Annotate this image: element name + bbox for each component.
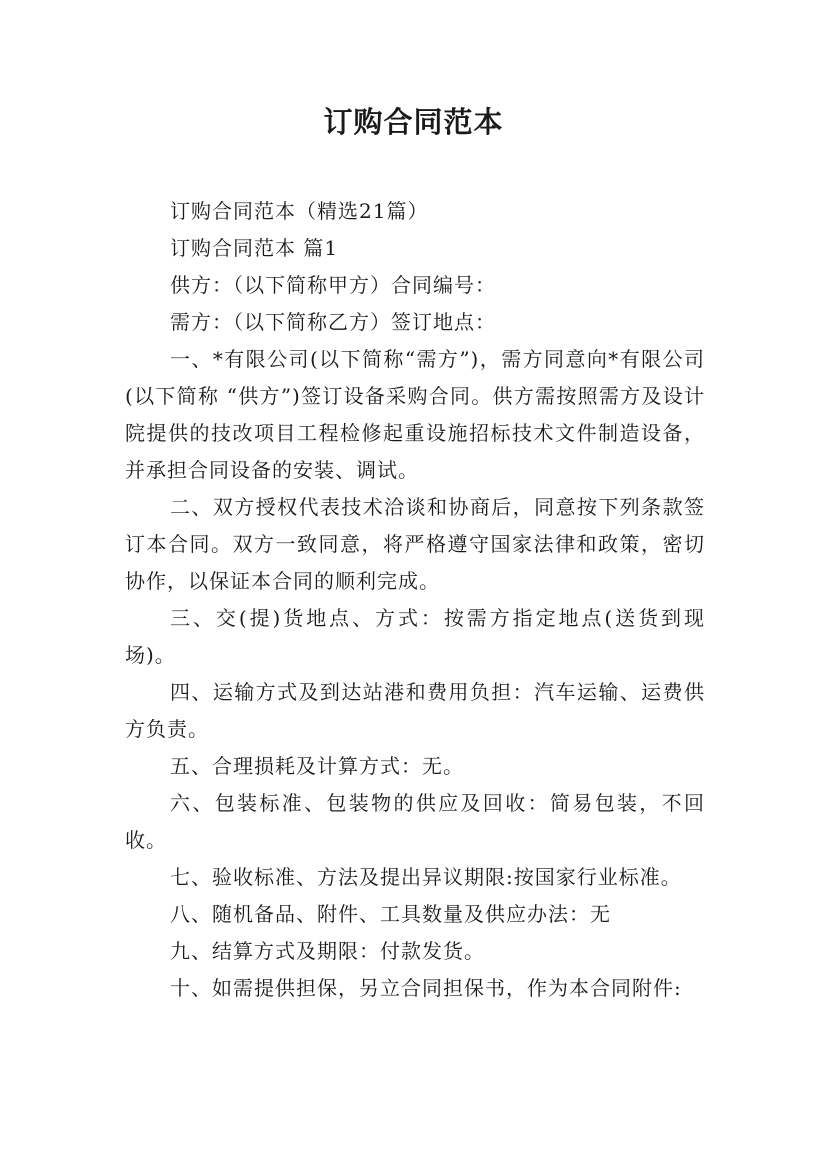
document-body xyxy=(125,193,705,1007)
paragraph-buyer: 需方：（以下简称乙方）签订地点： xyxy=(170,310,496,334)
paragraph-clause-2: 二、双方授权代表技术洽谈和协商后，同意按下列条款签订本合同。双方一致同意，将严格遵守国家法律和政策，密切协作，以保证本合同的顺利完成。 xyxy=(125,495,705,593)
paragraph-clause-10: 十、如需提供担保，另立合同担保书，作为本合同附件: xyxy=(170,976,682,1000)
paragraph-clause-3: 三、交(提)货地点、方式：按需方指定地点(送货到现场)。 xyxy=(125,606,705,667)
paragraph-heading: 订购合同范本（精选21篇） xyxy=(170,199,429,223)
paragraph-clause-5: 五、合理损耗及计算方式：无。 xyxy=(170,754,464,778)
paragraph-clause-8: 八、随机备品、附件、工具数量及供应办法：无 xyxy=(170,902,611,926)
paragraph-clause-7: 七、验收标准、方法及提出异议期限:按国家行业标准。 xyxy=(170,865,682,889)
paragraph-clause-4: 四、运输方式及到达站港和费用负担：汽车运输、运费供方负责。 xyxy=(125,680,705,741)
paragraph-clause-9: 九、结算方式及期限：付款发货。 xyxy=(170,939,485,963)
paragraph-section-title: 订购合同范本 篇1 xyxy=(170,236,339,260)
paragraph-clause-6: 六、包装标准、包装物的供应及回收：简易包装，不回收。 xyxy=(125,791,705,852)
paragraph-clause-1: 一、*有限公司(以下简称“需方”)，需方同意向*有限公司(以下简称 “供方”)签订设备采购合同。供方需按照需方及设计院提供的技改项目工程检修起重设施招标技术文件制造设备，并承担合同设备的安装、调试。 xyxy=(125,347,705,482)
document-title: 订购合同范本 xyxy=(323,105,504,139)
paragraph-supplier: 供方：（以下简称甲方）合同编号： xyxy=(170,273,496,297)
